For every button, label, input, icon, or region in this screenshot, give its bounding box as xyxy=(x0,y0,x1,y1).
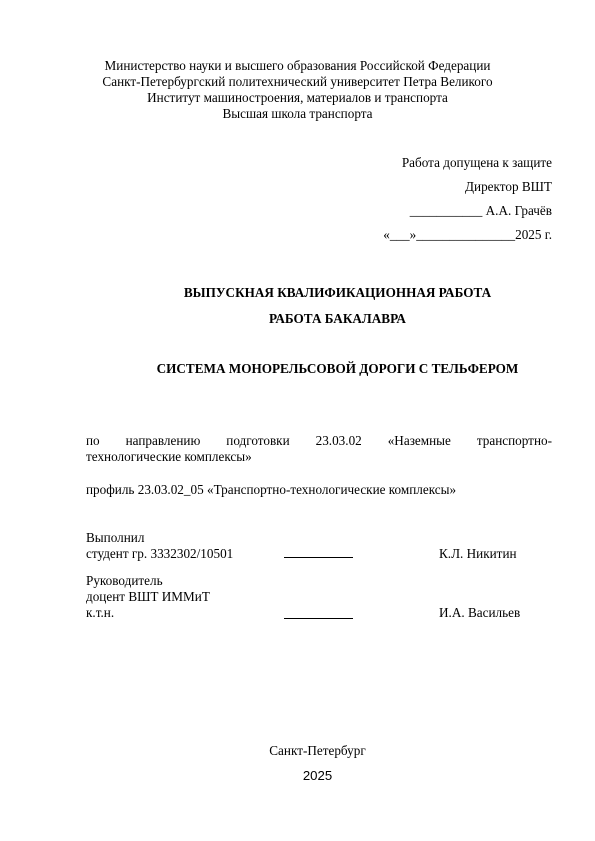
supervisor-degree: к.т.н. xyxy=(86,605,115,620)
school-line: Высшая школа транспорта xyxy=(222,106,373,121)
supervisor-name: И.А. Васильев xyxy=(439,605,521,620)
direction-line-1: по направлению подготовки 23.03.02 «Наземные транспортно- xyxy=(86,433,552,448)
approval-line-3: ___________ А.А. Грачёв xyxy=(409,203,552,218)
direction-line-2: технологические комплексы» xyxy=(86,449,252,464)
author-group: студент гр. 3332302/10501 xyxy=(86,546,234,561)
work-degree-title: РАБОТА БАКАЛАВРА xyxy=(269,311,406,326)
author-role: Выполнил xyxy=(86,530,145,545)
approval-line-4: «___»_______________2025 г. xyxy=(383,227,552,242)
city: Санкт-Петербург xyxy=(269,743,366,758)
approval-line-1: Работа допущена к защите xyxy=(401,155,552,170)
author-name: К.Л. Никитин xyxy=(439,546,517,561)
institute-line: Институт машиностроения, материалов и транспорта xyxy=(147,90,448,105)
supervisor-role: Руководитель xyxy=(86,573,163,588)
year: 2025 xyxy=(302,768,333,783)
approval-line-2: Директор ВШТ xyxy=(465,179,552,194)
ministry-line: Министерство науки и высшего образования Российской Федерации xyxy=(104,58,491,73)
profile-line: профиль 23.03.02_05 «Транспортно-технологические комплексы» xyxy=(86,482,457,497)
author-signature-line xyxy=(284,557,353,558)
work-type-title: ВЫПУСКНАЯ КВАЛИФИКАЦИОННАЯ РАБОТА xyxy=(183,285,492,300)
university-line: Санкт-Петербургский политехнический университет Петра Великого xyxy=(102,74,493,89)
supervisor-signature-line xyxy=(284,618,353,619)
topic-title: СИСТЕМА МОНОРЕЛЬСОВОЙ ДОРОГИ С ТЕЛЬФЕРОМ xyxy=(156,361,519,376)
supervisor-position: доцент ВШТ ИММиТ xyxy=(86,589,210,604)
